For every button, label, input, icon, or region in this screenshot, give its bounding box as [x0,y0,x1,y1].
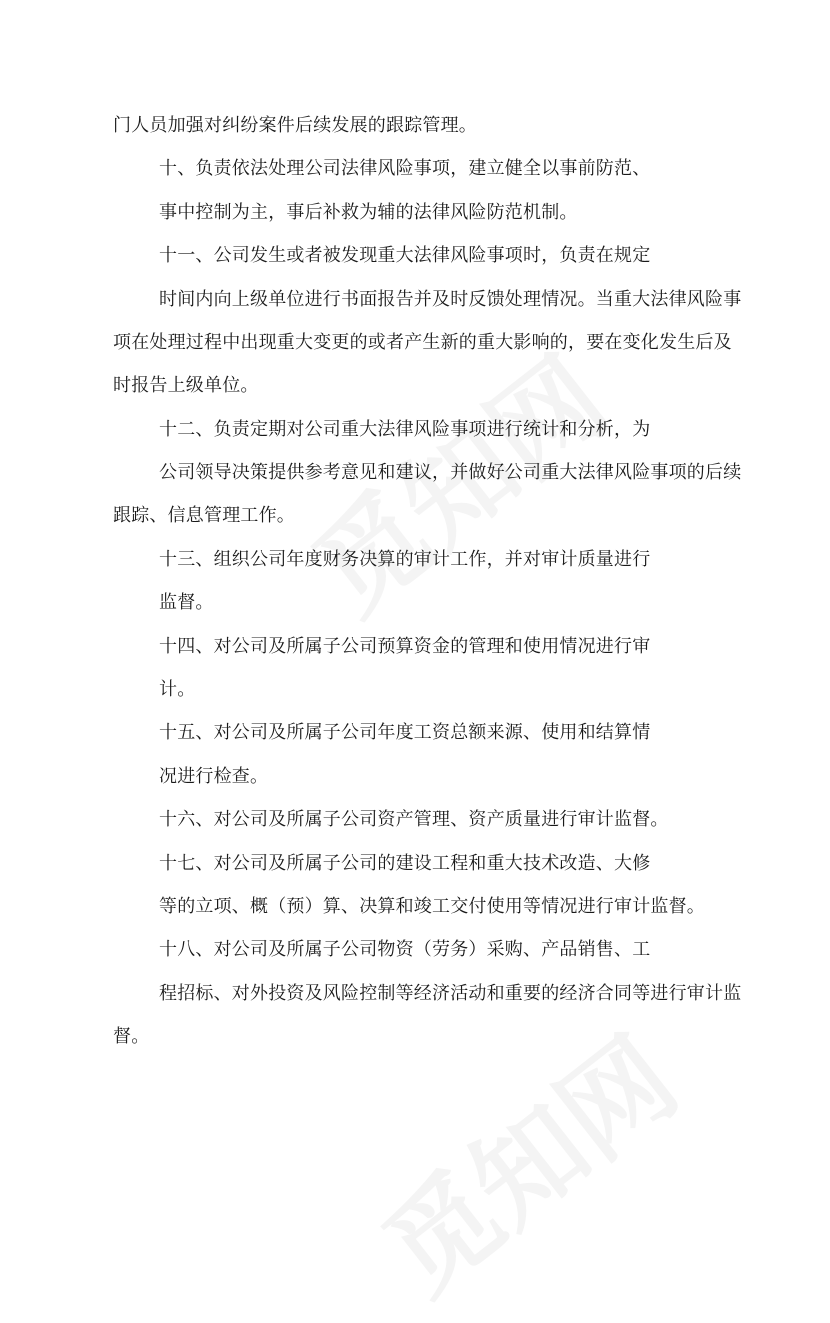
paragraph-line: 等的立项、概（预）算、决算和竣工交付使用等情况进行审计监督。 [159,896,705,917]
paragraph-line: 十七、对公司及所属子公司的建设工程和重大技术改造、大修 [159,853,651,874]
paragraph-line: 十六、对公司及所属子公司资产管理、资产质量进行审计监督。 [159,809,669,830]
paragraph-line: 督。 [113,1026,150,1047]
paragraph-line: 程招标、对外投资及风险控制等经济活动和重要的经济合同等进行审计监 [159,983,742,1004]
paragraph-line: 十八、对公司及所属子公司物资（劳务）采购、产品销售、工 [159,939,651,960]
paragraph-line: 项在处理过程中出现重大变更的或者产生新的重大影响的，要在变化发生后及 [113,332,732,353]
paragraph-line: 十、负责依法处理公司法律风险事项，建立健全以事前防范、 [159,158,651,179]
paragraph-line: 十四、对公司及所属子公司预算资金的管理和使用情况进行审 [159,636,651,657]
paragraph-line: 时间内向上级单位进行书面报告并及时反馈处理情况。当重大法律风险事 [159,289,742,310]
paragraph-line: 时报告上级单位。 [113,375,259,396]
watermark [346,995,703,1323]
paragraph-line: 监督。 [159,592,214,613]
paragraph-line: 十一、公司发生或者被发现重大法律风险事项时，负责在规定 [159,245,651,266]
paragraph-line: 事中控制为主，事后补救为辅的法律风险防范机制。 [159,202,578,223]
paragraph-line: 公司领导决策提供参考意见和建议，并做好公司重大法律风险事项的后续 [159,462,742,483]
paragraph-line: 计。 [159,679,196,700]
paragraph-line: 跟踪、信息管理工作。 [113,505,295,526]
paragraph-line: 十三、组织公司年度财务决算的审计工作，并对审计质量进行 [159,549,651,570]
paragraph-line: 十二、负责定期对公司重大法律风险事项进行统计和分析，为 [159,419,651,440]
paragraph-line: 门人员加强对纠纷案件后续发展的跟踪管理。 [113,115,477,136]
paragraph-line: 况进行检查。 [159,766,269,787]
paragraph-line: 十五、对公司及所属子公司年度工资总额来源、使用和结算情 [159,722,651,743]
